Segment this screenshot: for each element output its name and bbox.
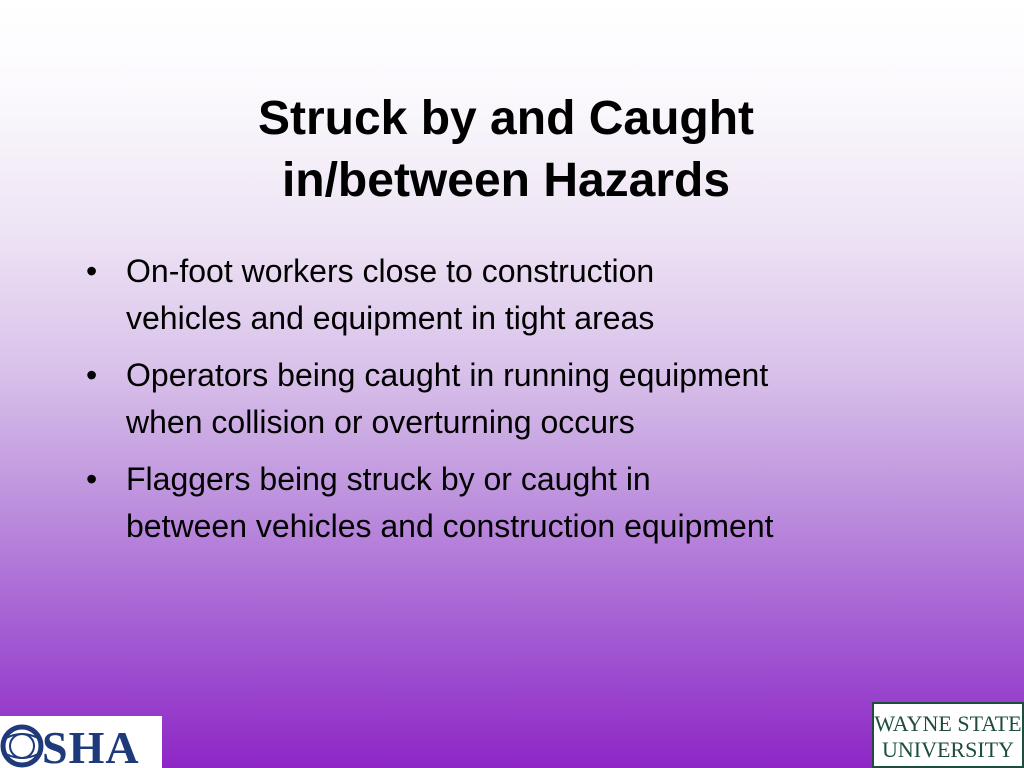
osha-logo bbox=[0, 716, 162, 768]
wsu-wordmark-line-1: WAYNE STATE bbox=[874, 711, 1022, 736]
bullet-text-line: between vehicles and construction equipment bbox=[126, 508, 774, 544]
wsu-wordmark-line-2: UNIVERSITY bbox=[882, 737, 1014, 762]
bullet-marker: • bbox=[86, 357, 98, 393]
slide-title-line-1: Struck by and Caught bbox=[257, 92, 755, 145]
bullet-item bbox=[84, 456, 984, 550]
bullet-marker: • bbox=[86, 461, 98, 497]
bullet-text-line: when collision or overturning occurs bbox=[126, 404, 635, 440]
wayne-state-logo-graphic bbox=[874, 704, 1022, 766]
bullet-text-line: vehicles and equipment in tight areas bbox=[126, 300, 655, 336]
bullet-list bbox=[84, 248, 984, 560]
slide-title bbox=[112, 88, 900, 212]
bullet-text-line: On-foot workers close to construction bbox=[126, 253, 655, 289]
slide-title-line-2: in/between Hazards bbox=[281, 154, 731, 207]
osha-logo-graphic bbox=[0, 716, 162, 768]
bullet-text-line: Operators being caught in running equipment bbox=[126, 357, 769, 393]
bullet-text-line: Flaggers being struck by or caught in bbox=[126, 461, 651, 497]
osha-wordmark: SHA bbox=[42, 722, 140, 768]
wayne-state-logo bbox=[872, 702, 1024, 768]
bullet-marker: • bbox=[86, 253, 98, 289]
bullet-item bbox=[84, 352, 984, 446]
bullet-item bbox=[84, 248, 984, 342]
